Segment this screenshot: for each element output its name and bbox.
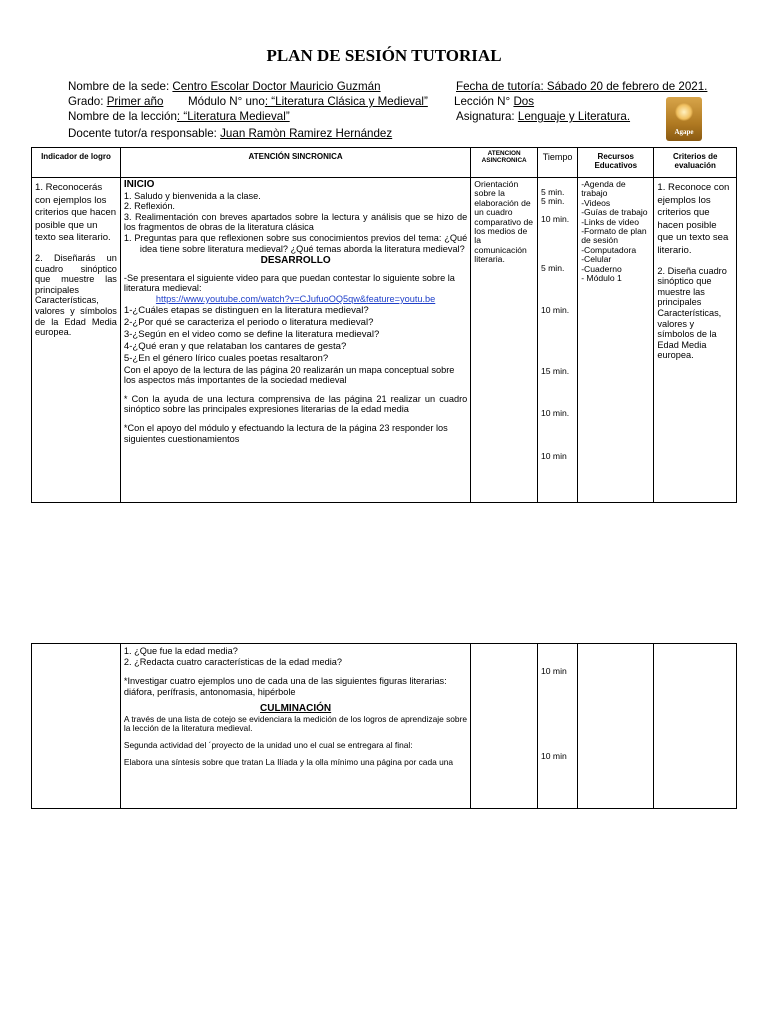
agape-logo (666, 97, 702, 141)
grado-line (68, 95, 163, 109)
time-item: 10 min. (540, 408, 570, 419)
recurso-item: -Computadora (581, 244, 637, 255)
modulo-label: Módulo N° uno (188, 95, 265, 108)
recurso-item: -Links de video (581, 216, 639, 227)
table-row (32, 178, 737, 503)
asignatura-line (456, 110, 630, 124)
table-header-row (32, 148, 737, 178)
fecha-line (456, 80, 707, 94)
video-link[interactable]: https://www.youtube.com/watch?v=CJufuoOQ5qw&feature=youtu.be (155, 293, 436, 304)
criterio-2: 2. Diseña cuadro sinóptico que muestre las principales Características, valores y símbolos de la Edad Media europea. (657, 265, 727, 361)
recursos-cell (578, 644, 654, 809)
question-3: 3-¿Según en el video como se define la literatura medieval? (123, 328, 380, 340)
fecha-value: : Sábado 20 de febrero de 2021. (540, 80, 708, 93)
time-item: 5 min. (540, 187, 565, 197)
culminacion-title: CULMINACIÓN (260, 703, 332, 715)
time-item: 10 min. (540, 213, 570, 224)
header-asincronica: ATENCION ASINCRONICA (471, 148, 538, 178)
criterios-cell (654, 178, 737, 503)
docente-label: Docente tutor/a responsable: (68, 127, 217, 140)
time-item: 10 min. (540, 304, 570, 315)
time-item: 5 min. (540, 263, 565, 274)
logo-sun-icon (675, 103, 693, 121)
modulo-line (188, 95, 428, 109)
leccion-num-value: Dos (513, 95, 535, 108)
recurso-item: -Agenda de trabajo (581, 179, 626, 199)
recurso-item: -Cuaderno (581, 263, 622, 274)
leccion-num-line (454, 95, 534, 109)
header-criterios: Criterios de evaluación (654, 148, 737, 178)
docente-line (68, 127, 392, 141)
session-plan-table-continued (31, 643, 737, 809)
cuadro-activity: * Con la ayuda de una lectura comprensiva de las página 21 realizar un cuadro sinóptico sobre las principales expresiones literarias de la edad media (123, 393, 468, 415)
question-edad-media: 1. ¿Que fue la edad media? (123, 646, 238, 656)
header-recursos: Recursos Educativos (578, 148, 654, 178)
sede-value: Centro Escolar Doctor Mauricio Guzmán (172, 80, 381, 93)
leccion-num-label: Lección N° (454, 95, 511, 108)
sincronica-cell (120, 644, 470, 809)
tiempo-cell (537, 644, 577, 809)
time-item: 5 min. (540, 196, 565, 207)
grado-value: Primer año (106, 95, 164, 108)
sede-label: Nombre de la sede: (68, 80, 170, 93)
desarrollo-title: DESARROLLO (260, 255, 331, 267)
criterio-1: 1. Reconoce con ejemplos los criterios que hacen posible que un texto sea literario. (657, 182, 730, 256)
question-2: 2-¿Por qué se caracteriza el periodo o literatura medieval? (123, 316, 374, 328)
culminacion-text-2: Segunda actividad del ´proyecto de la unidad uno el cual se entregara al final: (123, 739, 413, 750)
inicio-title: INICIO (123, 179, 155, 190)
session-plan-table (31, 147, 737, 503)
asignatura-value: Lenguaje y Literatura. (517, 110, 631, 123)
recurso-item: -Celular (581, 254, 612, 265)
desarrollo-intro: -Se presentara el siguiente video para que puedan contestar lo siguiente sobre la literatura medieval: (123, 272, 455, 294)
leccion-value: : “Literatura Medieval” (176, 110, 290, 123)
criterios-cell (654, 644, 737, 809)
asincronica-text: Orientación sobre la elaboración de un cuadro comparativo de los medios de la comunicación literaria. (474, 179, 534, 265)
indicador-cell (32, 178, 121, 503)
tiempo-cell (537, 178, 577, 503)
logo-text: Agape (674, 128, 694, 136)
culminacion-text-3: Elabora una síntesis sobre que tratan La Ilíada y la olla mínimo una página por cada una (123, 757, 454, 768)
indicador-2: 2. Diseñarás un cuadro sinóptico que muestre las principales Características, valores y símbolos de la Edad Media europea. (35, 252, 117, 338)
mapa-activity: Con el apoyo de la lectura de las página 20 realizarán un mapa conceptual sobre los aspectos más importantes de la sociedad medieval (123, 364, 455, 386)
modulo-activity: *Con el apoyo del módulo y efectuando la lectura de la página 23 responder los siguientes cuestionamientos (123, 422, 448, 444)
culminacion-text-1: A través de una lista de cotejo se evidenciara la medición de los logros de aprendizaje sobre la lección de la literatura medieval. (123, 713, 468, 734)
recurso-item: -Guías de trabajo (581, 207, 648, 218)
question-4: 4-¿Qué eran y que relataban los cantares de gesta? (123, 340, 347, 352)
time-item: 15 min. (540, 366, 570, 377)
question-5: 5-¿En el género lírico cuales poetas resaltaron? (123, 352, 329, 364)
indicador-cell (32, 644, 121, 809)
recursos-cell (578, 178, 654, 503)
modulo-value: : “Literatura Clásica y Medieval” (264, 95, 428, 108)
page-title: PLAN DE SESIÓN TUTORIAL (266, 46, 502, 65)
inicio-step-4: 1. Preguntas para que reflexionen sobre sus conocimientos previos del tema: ¿Qué idea tiene sobre literatura medieval? ¿Qué temas aborda la literatura medieval? (123, 232, 468, 254)
header-sincronica: ATENCIÓN SINCRONICA (120, 148, 470, 178)
inicio-step-2: 2. Reflexión. (123, 201, 175, 212)
sincronica-cell (120, 178, 470, 503)
investigar-activity: *Investigar cuatro ejemplos uno de cada una de las siguientes figuras literarias: diáfora, perífrasis, antonomasia, hipérbole (123, 676, 447, 697)
inicio-step-3: 3. Realimentación con breves apartados sobre la lectura y análisis que se hizo de los fragmentos de obras de la literatura clásica (123, 211, 468, 233)
docente-value: Juan Ramòn Ramirez Hernández (220, 127, 393, 140)
header-tiempo: Tiempo (537, 148, 577, 178)
sede-line (68, 80, 381, 94)
asincronica-cell (471, 644, 538, 809)
grado-label: Grado: (68, 95, 104, 108)
question-caracteristicas: 2. ¿Redacta cuatro características de la edad media? (123, 656, 342, 667)
recurso-item: -Videos (581, 197, 611, 208)
header-indicador: Indicador de logro (32, 148, 121, 178)
asincronica-cell (471, 178, 538, 503)
time-item: 10 min (540, 666, 567, 676)
recurso-item: - Módulo 1 (581, 273, 622, 284)
fecha-label: Fecha de tutoría (456, 80, 541, 93)
asignatura-label: Asignatura: (456, 110, 515, 123)
recurso-item: -Formato de plan de sesión (581, 226, 647, 246)
time-item: 10 min (540, 450, 567, 461)
question-1: 1-¿Cuáles etapas se distinguen en la literatura medieval? (123, 304, 369, 316)
leccion-line (68, 110, 290, 124)
indicador-1: 1. Reconocerás con ejemplos los criterios que hacen posible que un texto sea literario. (35, 182, 117, 244)
leccion-label: Nombre de la lección (68, 110, 177, 123)
table-row (32, 644, 737, 809)
time-item: 10 min (540, 751, 567, 762)
inicio-step-1: 1. Saludo y bienvenida a la clase. (123, 190, 261, 201)
